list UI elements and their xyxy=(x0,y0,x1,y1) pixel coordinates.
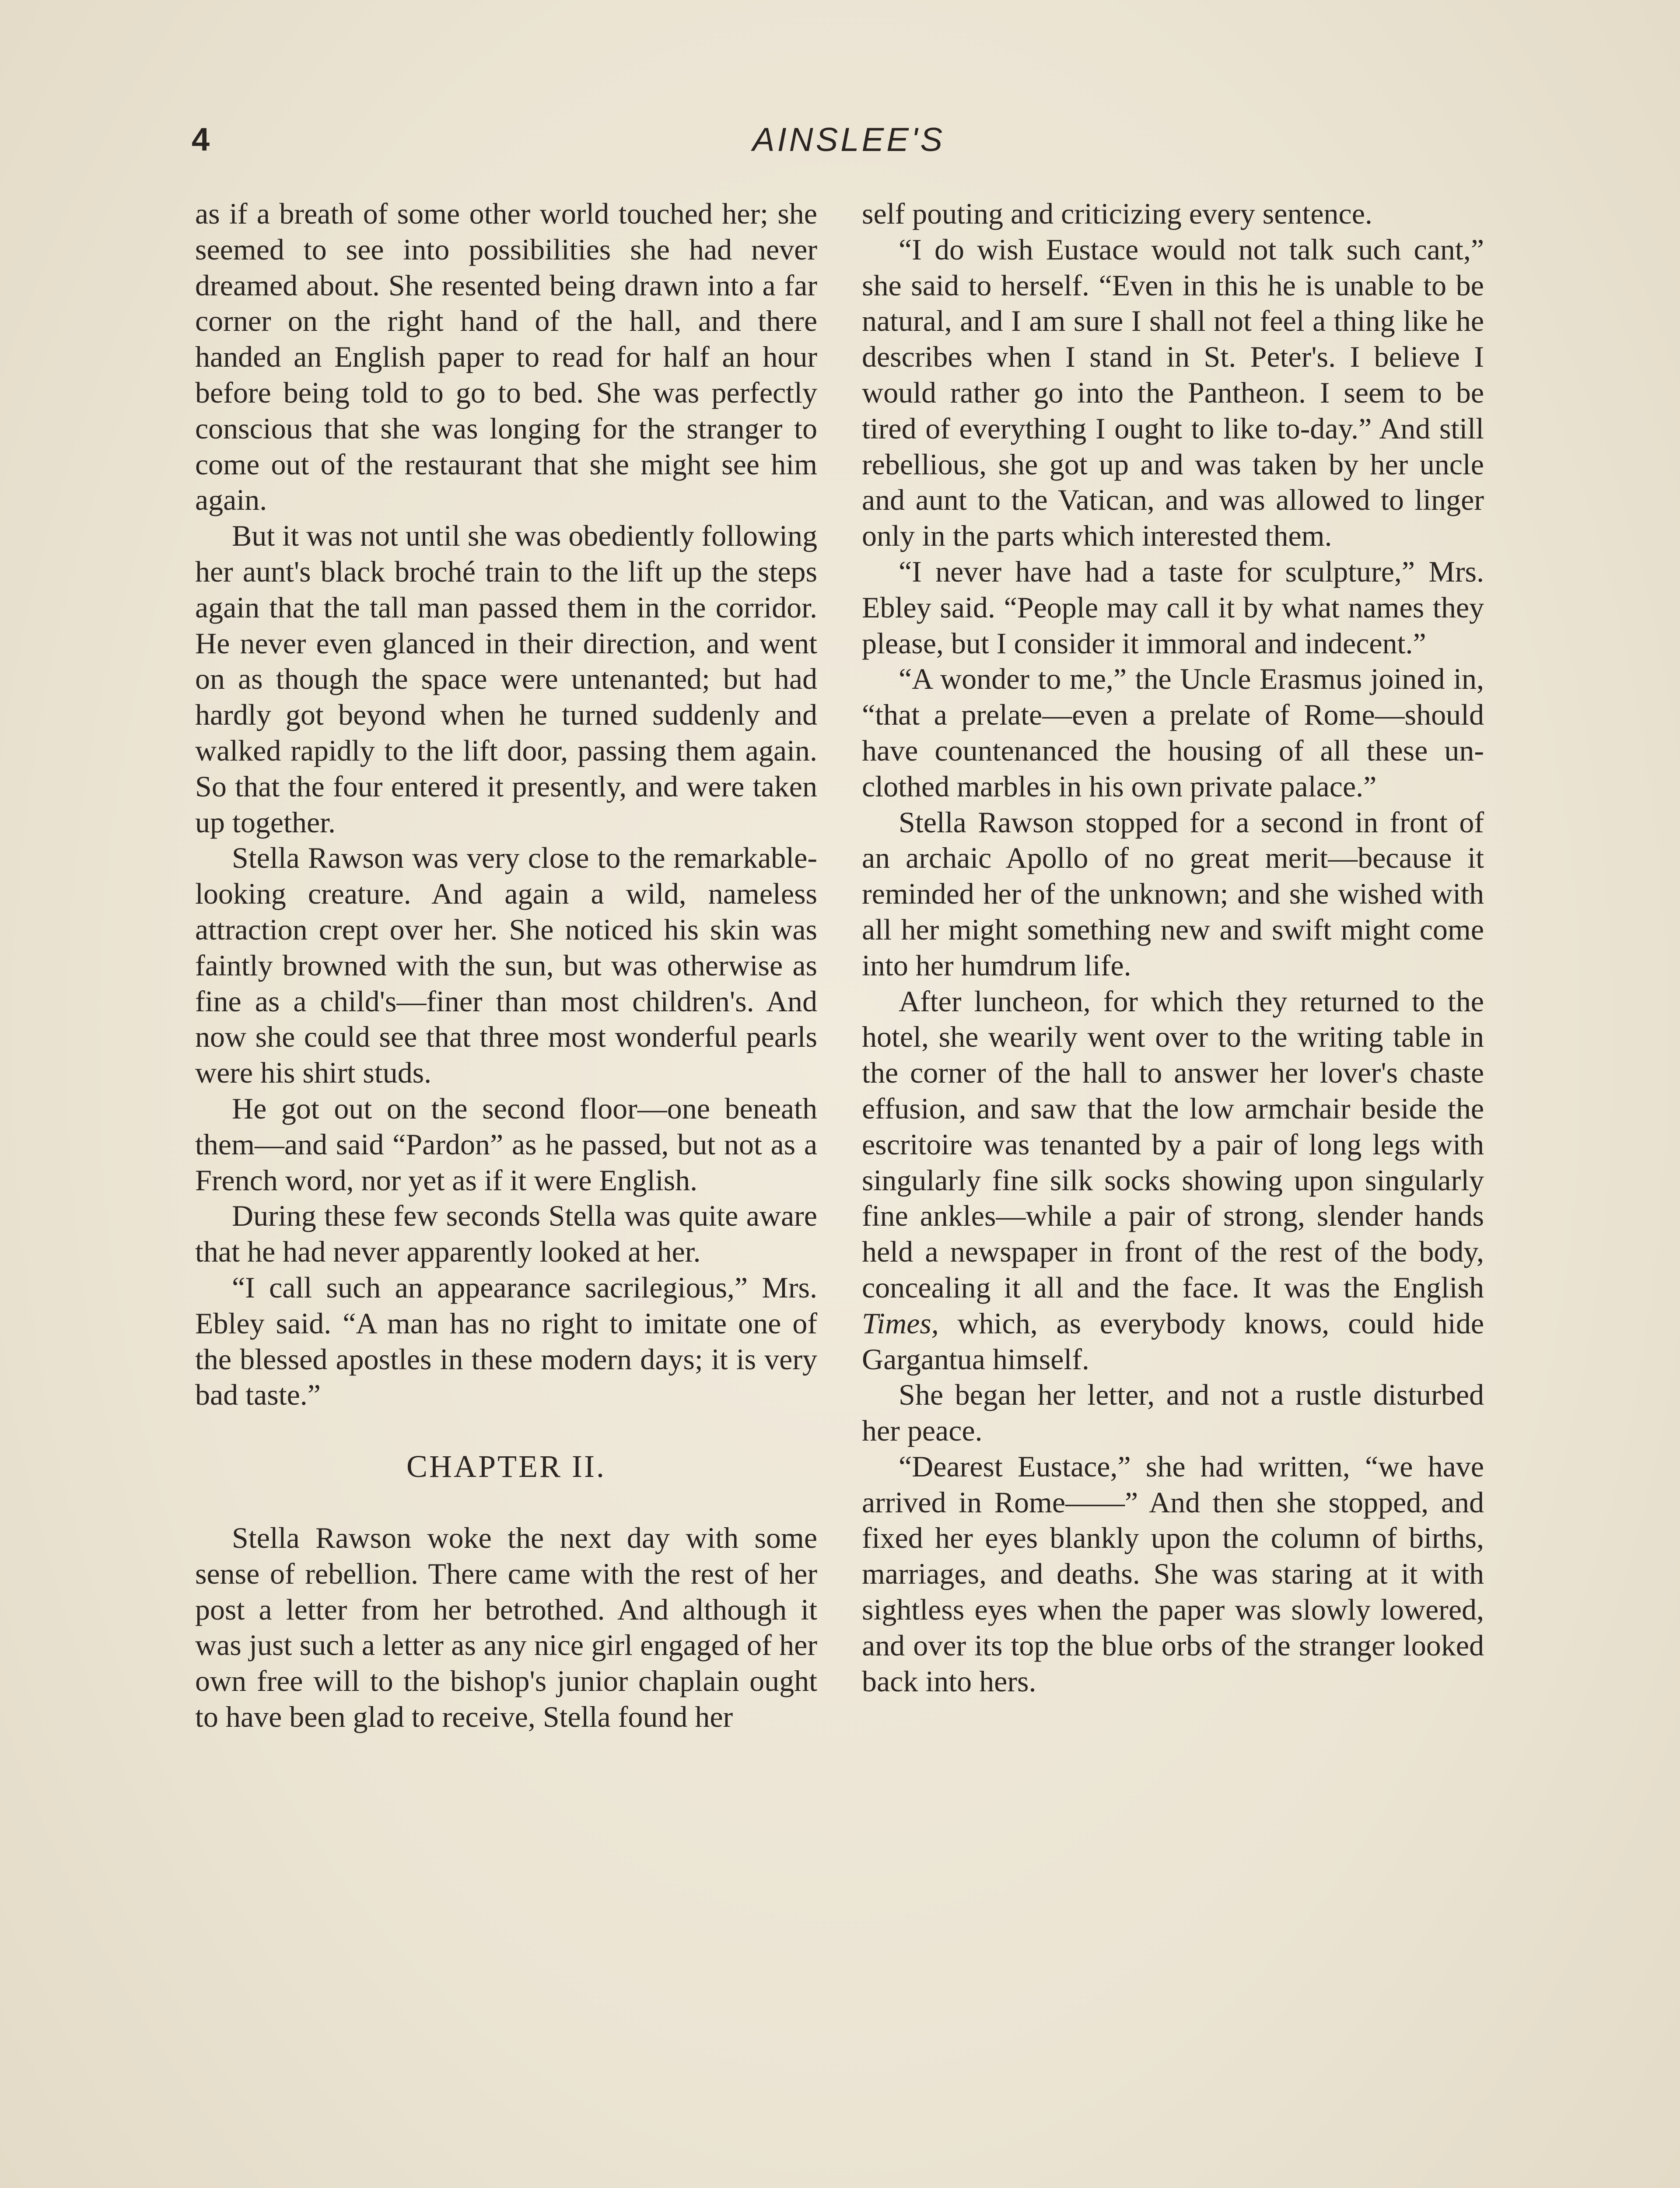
paragraph: She began her letter, and not a rustle disturbed her peace. xyxy=(862,1378,1484,1448)
page-number: 4 xyxy=(192,121,210,158)
paragraph: Stella Rawson stopped for a second in front of an archaic Apollo of no great merit—because it reminded her of the unknown; and she wished with all her might something new and swift might come into her humdrum life. xyxy=(862,805,1484,982)
paragraph-text: which, as everybody knows, could hide Gargantua himself. xyxy=(862,1306,1484,1376)
paragraph: Stella Rawson was very close to the remarkable-looking creature. And again a wild, nameless attraction crept over her. She noticed his skin was faintly browned with the sun, but was otherwise as fine as a child's—finer than most children's. And now she could see that three most wonderful pearls were his shirt studs. xyxy=(195,841,817,1090)
left-column xyxy=(195,196,817,1735)
paragraph: But it was not until she was obediently following her aunt's black broché train to the lift up the steps again that the tall man passed them in the corridor. He never even glanced in their direction, and went on as though the space were untenanted; but had hardly got beyond when he turned suddenly and walked rapidly to the lift door, passing them again. So that the four entered it presently, and were taken up together. xyxy=(195,519,817,839)
right-column xyxy=(862,196,1484,1699)
chapter-heading: CHAPTER II. xyxy=(406,1449,606,1484)
paragraph: “I call such an appearance sacrilegious,” Mrs. Ebley said. “A man has no right to imitate one of the blessed apostles in these modern days; it is very bad taste.” xyxy=(195,1270,817,1412)
paragraph xyxy=(862,984,1484,1378)
paragraph: “I never have had a taste for sculpture,” Mrs. Ebley said. “People may call it by what names they please, but I consider it immoral and indecent.” xyxy=(862,554,1484,660)
newspaper-title: Times, xyxy=(862,1306,939,1340)
paragraph: “Dearest Eustace,” she had written, “we have arrived in Rome——” And then she stopped, and fixed her eyes blankly upon the column of births, marriages, and deaths. She was staring at it with sightless eyes when the paper was slowly lowered, and over its top the blue orbs of the stranger looked back into hers. xyxy=(862,1449,1484,1698)
paragraph: self pouting and criticizing every sentence. xyxy=(862,197,1372,230)
paragraph: “I do wish Eustace would not talk such cant,” she said to herself. “Even in this he is unable to be natural, and I am sure I shall not feel a thing like he describes when I stand in St. Peter's. I believe I would rather go into the Pantheon. I seem to be tired of everything I ought to like to-day.” And still rebellious, she got up and was taken by her uncle and aunt to the Vatican, and was allowed to linger only in the parts which interested them. xyxy=(862,232,1484,553)
paragraph: “A wonder to me,” the Uncle Erasmus joined in, “that a prelate—even a prelate of Rome—should have countenanced the housing of all these unclothed marbles in his own private palace.” xyxy=(862,662,1484,803)
paragraph-text: After luncheon, for which they returned to the hotel, she wearily went over to the writing table in the corner of the hall to answer her lover's chaste effusion, and saw that the low armchair beside the escritoire was tenanted by a pair of long legs with singularly fine silk socks showing upon singularly fine ankles—while a pair of strong, slender hands held a newspaper in front of the rest of the body, concealing it all and the face. It was the English xyxy=(862,984,1484,1304)
paragraph: During these few seconds Stella was quite aware that he had never apparently looked at her. xyxy=(195,1199,817,1269)
running-title: AINSLEE'S xyxy=(752,121,945,158)
paragraph: He got out on the second floor—one beneath them—and said “Pardon” as he passed, but not as a French word, nor yet as if it were English. xyxy=(195,1091,817,1197)
paragraph: Stella Rawson woke the next day with some sense of rebellion. There came with the rest of her post a letter from her betrothed. And although it was just such a letter as any nice girl engaged of her own free will to the bishop's junior chaplain ought to have been glad to receive, Stella found her xyxy=(195,1521,817,1734)
paragraph: as if a breath of some other world touched her; she seemed to see into possibilities she had never dreamed about. She resented being drawn into a far corner on the right hand of the hall, and there handed an English paper to read for half an hour before being told to go to bed. She was perfectly conscious that she was longing for the stranger to come out of the restaurant that she might see him again. xyxy=(195,197,817,517)
